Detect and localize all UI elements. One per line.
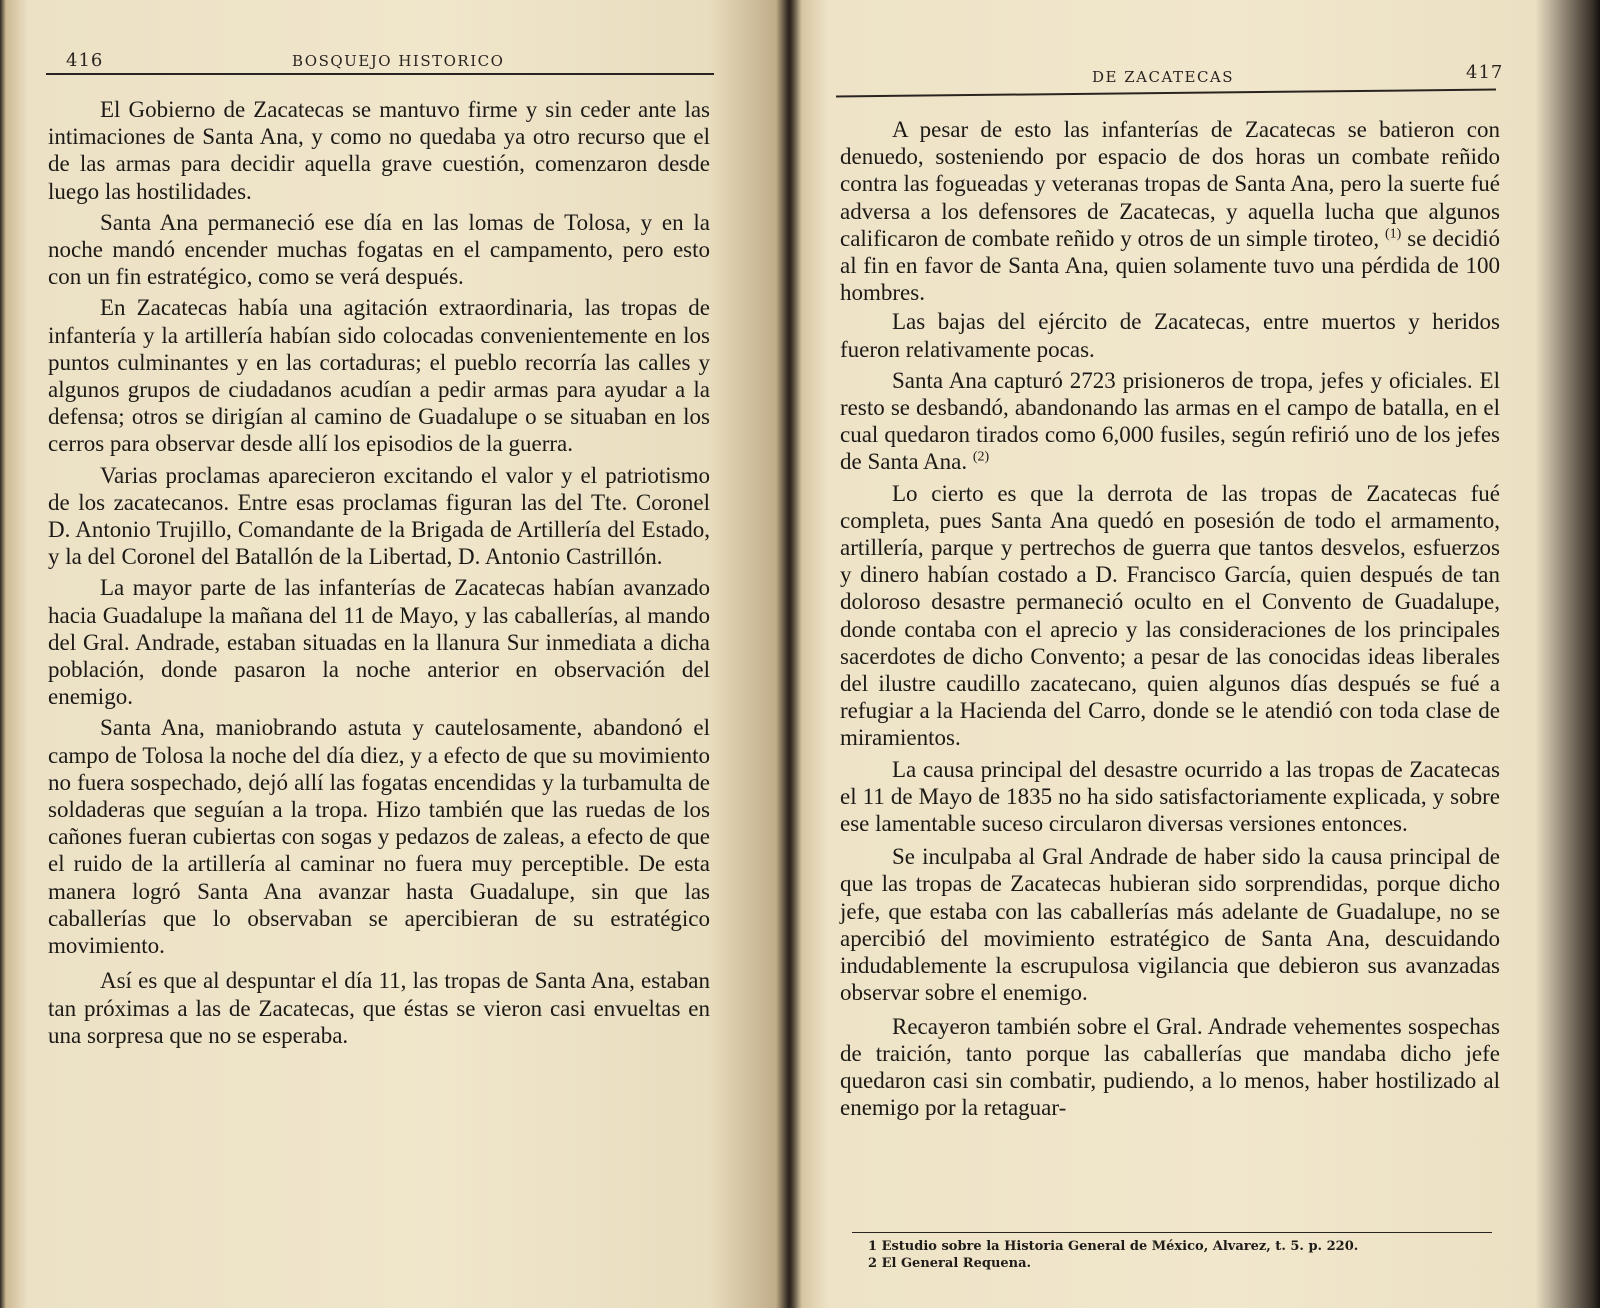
right-paragraph [840, 367, 1500, 476]
right-paragraph: La causa principal del desastre ocurrido a las tropas de Zacatecas el 11 de Mayo de 1835 no ha sido satisfactoriamente explicada, y sobre ese lamentable suceso circularon diversas versiones entonces. [840, 756, 1500, 837]
left-paragraph: Así es que al despuntar el día 11, las tropas de Santa Ana, estaban tan próximas a las de Zacatecas, que éstas se vieron casi envueltas en una sorpresa que no se esperaba. [48, 968, 710, 1048]
left-page [0, 0, 788, 1308]
footnote-marker: (1) [1385, 226, 1402, 242]
book-gutter [776, 0, 802, 1308]
footnote-marker: (2) [972, 449, 990, 465]
right-paragraph: Se inculpaba al Gral Andrade de haber sido la causa principal de que las tropas de Zacatecas hubieran sido sorprendidas, porque dicho jefe, que estaba con las caballerías más adelante de Guadalupe, no se apercibió del movimiento estratégico de Santa Ana, descuidando indudablemente la escrupulosa vigilancia que debieron sus avanzadas observar sobre el enemigo. [840, 844, 1500, 1006]
left-paragraph: El Gobierno de Zacatecas se mantuvo firme y sin ceder ante las intimaciones de Santa Ana, y como no quedaba ya otro recurso que el de las armas para decidir aquella grave cuestión, comenzaron desde luego las hostilidades. [48, 97, 710, 204]
left-paragraph: Varias proclamas aparecieron excitando el valor y el patriotismo de los zacatecanos. Entre esas proclamas figuran las del Tte. Coronel D. Antonio Trujillo, Comandante de la Brigada de Artillería del Estado, y la del Coronel del Batallón de la Libertad, D. Antonio Castrillón. [48, 462, 710, 570]
right-paragraph-text: se decidió al fin en favor de Santa Ana, quien solamente tuvo una pérdida de 100 hombres. [840, 225, 1501, 306]
left-page-number: 416 [66, 50, 104, 71]
right-paragraph: Recayeron también sobre el Gral. Andrade vehementes sospechas de traición, tanto porque las caballerías que mandaba dicho jefe quedaron casi sin combatir, pudiendo, a lo menos, haber hostilizado al enemigo por la retaguar- [840, 1013, 1500, 1121]
right-page [788, 0, 1600, 1308]
right-paragraph-text: A pesar de esto las infanterías de Zacatecas se batieron con denuedo, sosteniendo por espacio de dos horas un combate reñido contra las fogueadas y veteranas tropas de Santa Ana, pero la suerte fué adversa a los defensores de Zacatecas, y aquella lucha que algunos calificaron de combate reñido y otros de un simple tiroteo, [840, 117, 1500, 251]
left-paragraph: En Zacatecas había una agitación extraordinaria, las tropas de infantería y la artillería habían sido colocadas convenientemente en los puntos culminantes y en las cortaduras; el pueblo recorría las calles y algunos grupos de ciudadanos acudían a pedir armas para ayudar a la defensa; otros se dirigían al camino de Guadalupe o se situaban en los cerros para observar desde allí los episodios de la guerra. [48, 295, 710, 457]
left-paragraph: La mayor parte de las infanterías de Zacatecas habían avanzado hacia Guadalupe la mañana del 11 de Mayo, y las caballerías, al mando del Gral. Andrade, estaban situadas en la llanura Sur inmediata a dicha población, donde pasaron la noche anterior en observación del enemigo. [48, 575, 710, 710]
right-body-text [840, 116, 1500, 1121]
footnotes [868, 1238, 1508, 1272]
right-header-rule [836, 89, 1496, 98]
footnote: 2 El General Requena. [868, 1256, 1032, 1271]
right-paragraph [840, 116, 1500, 306]
right-paragraph-text: Santa Ana capturó 2723 prisioneros de tropa, jefes y oficiales. El resto se desbandó, abandonando las armas en el campo de batalla, en el cual quedaron tirados como 6,000 fusiles, según refirió uno de los jefes de Santa Ana. [840, 367, 1500, 475]
right-paragraph: Lo cierto es que la derrota de las tropas de Zacatecas fué completa, pues Santa Ana quedó en posesión de todo el armamento, artillería, parque y pertrechos de guerra que tantos desvelos, esfuerzos y dinero habían costado a D. Francisco García, quien después de tan doloroso desastre permaneció oculto en el Convento de Guadalupe, donde contaba con el aprecio y las consideraciones de los principales sacerdotes de dicho Convento; a pesar de las conocidas ideas liberales del ilustre caudillo zacatecano, quien algunos días después se fué a refugiar a la Hacienda del Carro, donde se le atendió con toda clase de miramientos. [840, 480, 1500, 751]
left-body-text [48, 96, 710, 1049]
left-paragraph: Santa Ana permaneció ese día en las lomas de Tolosa, y en la noche mandó encender muchas fogatas en el campamento, pero esto con un fin estratégico, como se verá después. [48, 209, 710, 290]
left-paragraph: Santa Ana, maniobrando astuta y cautelosamente, abandonó el campo de Tolosa la noche del día diez, y a efecto de que su movimiento no fuera sospechado, dejó allí las fogatas encendidas y la turbamulta de soldaderas que seguían a la tropa. Hizo también que las ruedas de los cañones fueran cubiertas con sogas y pedazos de zaleas, a efecto de que el ruido de la artillería al caminar no fuera muy perceptible. De esta manera logró Santa Ana avanzar hasta Guadalupe, sin que las caballerías que lo observaban se apercibieran de su estratégico movimiento. [48, 715, 710, 959]
right-running-head: DE ZACATECAS [1092, 68, 1235, 86]
footnote-rule [852, 1232, 1492, 1233]
footnote: 1 Estudio sobre la Historia General de México, Alvarez, t. 5. p. 220. [868, 1239, 1359, 1254]
left-running-head: BOSQUEJO HISTORICO [292, 52, 505, 70]
right-paragraph: Las bajas del ejército de Zacatecas, entre muertos y heridos fueron relativamente pocas. [840, 309, 1500, 362]
left-header-rule [46, 73, 714, 75]
right-page-number: 417 [1466, 62, 1504, 83]
